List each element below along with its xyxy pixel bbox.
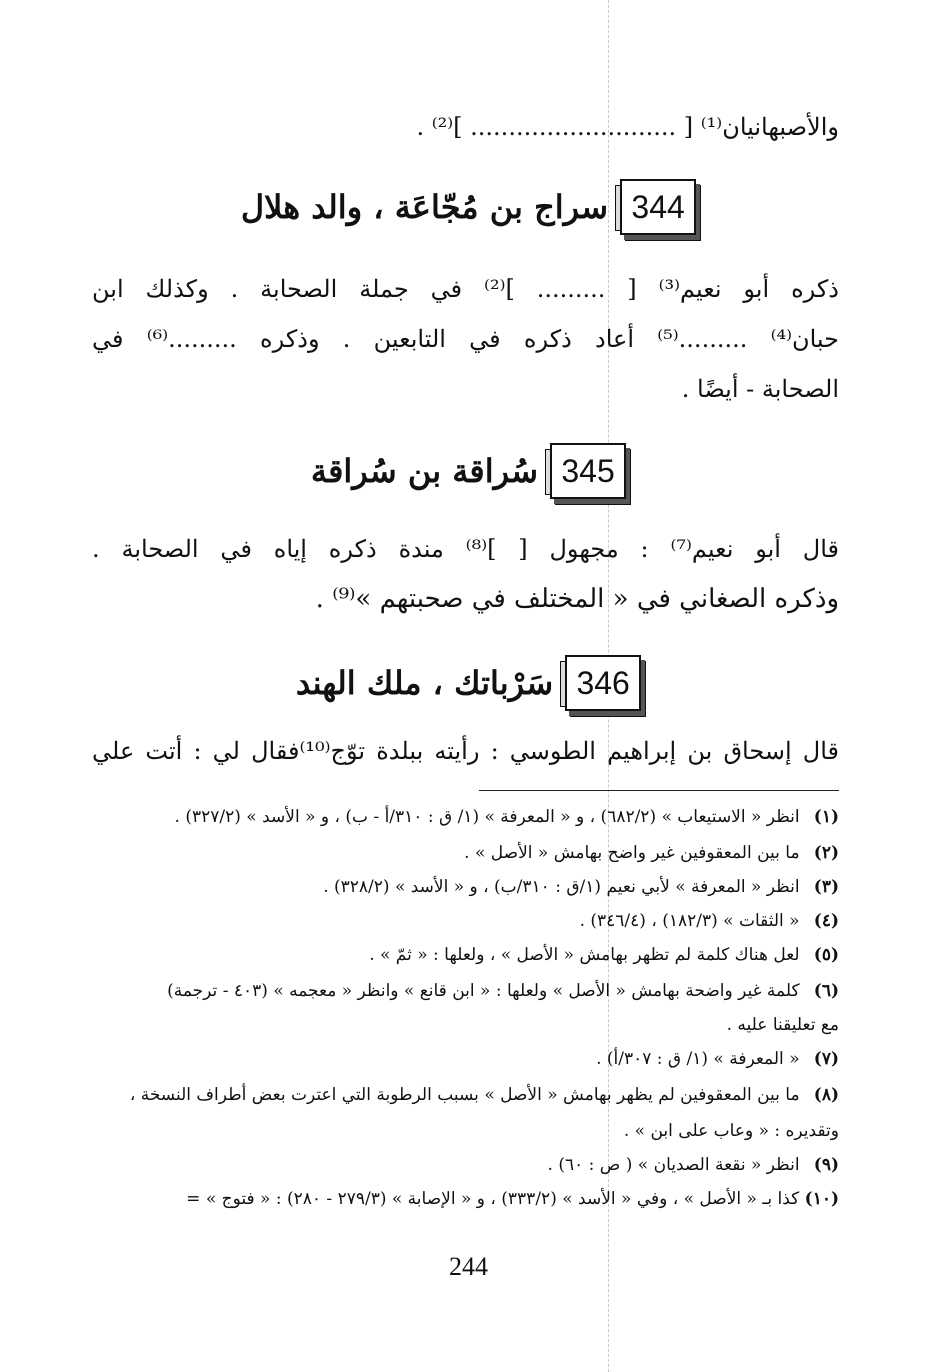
entry-heading-346 <box>0 648 937 718</box>
entry-title: سراج بن مُجّاعَة ، والد هلال <box>240 188 609 226</box>
entry-heading-345 <box>0 436 937 506</box>
entry-title: سَرْباتك ، ملك الهند <box>295 664 554 702</box>
entry-text-line: وذكره الصغاني في « المختلف في صحبتهم »⁽⁹⁾ . <box>315 584 839 614</box>
entry-text-line: الصحابة - أيضًا . <box>681 375 839 403</box>
footnote: (٤) « الثقات » (١٨٢/٣) ، (٣٤٦/٤) . <box>579 911 839 931</box>
footnote-separator <box>479 790 839 791</box>
entry-heading-344 <box>0 172 937 242</box>
continuation-line: والأصبهانيان⁽¹⁾ [ ........................... ]⁽²⁾ . <box>416 113 839 141</box>
footnote: (٧) « المعرفة » (١/ ق : ٣٠٧/أ) . <box>596 1049 839 1069</box>
footnote: (٨) ما بين المعقوفين لم يظهر بهامش « الأصل » بسبب الرطوبة التي اعترت بعض أطراف النسخة ، <box>129 1085 839 1105</box>
entry-text-line: قال إسحاق بن إبراهيم الطوسي : رأيته ببلدة توّج⁽¹⁰⁾فقال لي : أتت علي <box>92 737 839 765</box>
page-number: 244 <box>449 1252 488 1281</box>
footnote: (٥) لعل هناك كلمة لم تظهر بهامش « الأصل » ، ولعلها : « ثمّ » . <box>369 945 839 965</box>
footnote-continuation: مع تعليقنا عليه . <box>726 1015 839 1035</box>
footnote-continuation: وتقديره : « وعاب على ابن » . <box>623 1121 839 1141</box>
footnote: (٢) ما بين المعقوفين غير واضح بهامش « الأصل » . <box>464 843 839 863</box>
footnote: (١) انظر « الاستيعاب » (٦٨٢/٢) ، و « المعرفة » (١/ ق : ٣١٠/أ - ب) ، و « الأسد » (٣٢٧/٢) . <box>174 807 839 827</box>
entry-title: سُراقة بن سُراقة <box>310 452 539 490</box>
footnote: (١٠) كذا بـ « الأصل » ، وفي « الأسد » (٣٣٣/٢) ، و « الإصابة » (٢٧٩/٣ - ٢٨٠) : « فتوج » = <box>186 1189 839 1209</box>
entry-number-box: 344 <box>620 179 696 235</box>
entry-number-box: 346 <box>565 655 641 711</box>
entry-text-line: حبان⁽⁴⁾ .........⁽⁵⁾ أعاد ذكره في التابعين . وذكره .........⁽⁶⁾ في <box>92 325 840 353</box>
entry-text-line: ذكره أبو نعيم⁽³⁾ [ ......... ]⁽²⁾ في جملة الصحابة . وكذلك ابن <box>92 275 839 303</box>
footnote: (٩) انظر « نقعة الصديان » ( ص : ٦٠) . <box>547 1155 839 1175</box>
footnote: (٦) كلمة غير واضحة بهامش « الأصل » ولعلها : « ابن قانع » وانظر « معجمه » (٤٠٣ - ترجمة) <box>167 981 839 1001</box>
entry-text-line: قال أبو نعيم⁽⁷⁾ : مجهول [ ]⁽⁸⁾ مندة ذكره إياه في الصحابة . <box>92 535 839 563</box>
footnote: (٣) انظر « المعرفة » لأبي نعيم (١/ق : ٣١٠/ب) ، و « الأسد » (٣٢٨/٢) . <box>323 877 839 897</box>
entry-number-box: 345 <box>550 443 626 499</box>
